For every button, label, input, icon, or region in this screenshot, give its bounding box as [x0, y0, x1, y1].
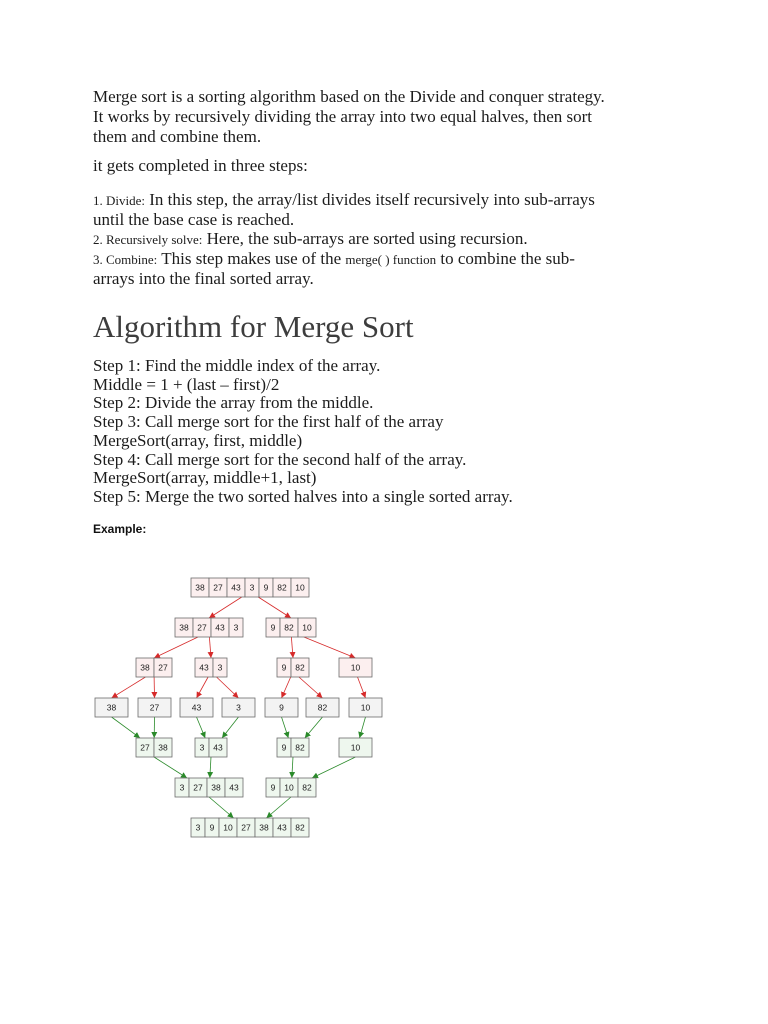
- algorithm-line: Step 4: Call merge sort for the second half of the array.: [93, 449, 467, 469]
- array-box: [339, 658, 372, 677]
- step-label: 2. Recursively solve:: [93, 232, 203, 247]
- algorithm-line: MergeSort(array, middle+1, last): [93, 468, 317, 488]
- array-box: [175, 618, 243, 637]
- steps-intro: it gets completed in three steps:: [93, 156, 308, 175]
- merge-arrow: [209, 797, 234, 818]
- array-box: [191, 578, 309, 597]
- array-box: [136, 658, 172, 677]
- cell-value: 43: [199, 662, 209, 673]
- intro-line: It works by recursively dividing the array into two equal halves, then sort: [93, 107, 593, 126]
- step-line: [93, 190, 595, 210]
- split-arrow: [112, 677, 146, 698]
- code-term: merge( ) function: [345, 252, 437, 267]
- cell-value: 27: [140, 742, 150, 753]
- cell-value: 43: [215, 622, 225, 633]
- example-label: Example:: [93, 522, 147, 536]
- cell-value: 9: [209, 822, 215, 833]
- step-item: [93, 190, 595, 229]
- array-box: [339, 738, 372, 757]
- step-item: [93, 229, 595, 249]
- merge-arrow: [360, 717, 366, 738]
- cell-value: 3: [233, 622, 239, 633]
- cell-value: 27: [149, 702, 160, 713]
- cell-value: 10: [295, 582, 305, 593]
- step-label: 1. Divide:: [93, 193, 145, 208]
- array-box: [195, 658, 227, 677]
- cell-value: 3: [217, 662, 223, 673]
- cell-value: 82: [317, 702, 328, 713]
- step-text: Here, the sub-arrays are sorted using recursion.: [206, 229, 528, 248]
- cell-value: 9: [270, 782, 276, 793]
- split-arrow: [197, 677, 209, 698]
- cell-value: 10: [284, 782, 294, 793]
- array-box: [277, 738, 309, 757]
- array-box: [191, 818, 309, 837]
- array-box: [266, 618, 316, 637]
- cell-value: 9: [270, 622, 276, 633]
- cell-value: 27: [193, 782, 203, 793]
- cell-value: 43: [191, 702, 202, 713]
- step-line: [93, 229, 595, 249]
- array-box: [222, 698, 255, 717]
- step-continuation: arrays into the final sorted array.: [93, 269, 314, 288]
- algorithm-steps: [93, 357, 513, 507]
- merge-arrow: [292, 757, 293, 778]
- algorithm-line: Step 3: Call merge sort for the first half of the array: [93, 412, 444, 432]
- split-arrow: [282, 677, 291, 698]
- step-continuation: until the base case is reached.: [93, 210, 295, 229]
- cell-value: 9: [279, 702, 284, 713]
- merge-arrow: [305, 717, 323, 738]
- cell-value: 82: [295, 742, 305, 753]
- cell-value: 38: [195, 582, 205, 593]
- cell-value: 38: [140, 662, 150, 673]
- cell-value: 3: [249, 582, 255, 593]
- step-text: This step makes use of the: [161, 249, 342, 268]
- step-item: [93, 249, 595, 288]
- merge-arrow: [222, 717, 239, 738]
- algorithm-line: Step 2: Divide the array from the middle.: [93, 393, 374, 413]
- split-arrow: [291, 637, 293, 658]
- cell-value: 43: [229, 782, 239, 793]
- step-label: 3. Combine:: [93, 252, 158, 267]
- array-box: [136, 738, 172, 757]
- step-text: In this step, the array/list divides itself recursively into sub-arrays: [149, 190, 595, 209]
- section-heading: Algorithm for Merge Sort: [93, 309, 414, 344]
- array-box: [265, 698, 298, 717]
- cell-value: 82: [295, 662, 305, 673]
- cell-value: 43: [213, 742, 223, 753]
- cell-value: 3: [195, 822, 201, 833]
- cell-value: 9: [281, 742, 287, 753]
- merge-arrow: [266, 797, 291, 818]
- algorithm-line: Step 5: Merge the two sorted halves into a single sorted array.: [93, 486, 513, 506]
- cell-value: 9: [281, 662, 287, 673]
- split-arrow: [258, 597, 291, 618]
- cell-value: 38: [259, 822, 269, 833]
- cell-value: 27: [158, 662, 168, 673]
- cell-value: 10: [350, 662, 361, 673]
- array-box: [195, 738, 227, 757]
- array-box: [306, 698, 339, 717]
- cell-value: 10: [223, 822, 233, 833]
- split-arrow: [154, 637, 198, 658]
- cell-value: 38: [158, 742, 168, 753]
- merge-arrow: [154, 757, 187, 778]
- array-box: [175, 778, 243, 797]
- split-arrow: [304, 637, 356, 658]
- array-box: [95, 698, 128, 717]
- intro-line: them and combine them.: [93, 127, 262, 146]
- step-line: [93, 249, 595, 269]
- cell-value: 27: [197, 622, 207, 633]
- cell-value: 3: [199, 742, 205, 753]
- steps-list: [93, 190, 595, 288]
- cell-value: 82: [295, 822, 305, 833]
- algorithm-line: Middle = 1 + (last – first)/2: [93, 374, 280, 394]
- algorithm-line: MergeSort(array, first, middle): [93, 430, 303, 450]
- merge-arrow: [197, 717, 206, 738]
- merge-arrow: [112, 717, 141, 738]
- merge-sort-diagram: [0, 560, 420, 850]
- merge-arrow: [312, 757, 356, 778]
- intro-paragraph: [93, 87, 605, 147]
- split-arrow: [209, 637, 211, 658]
- cell-value: 43: [277, 822, 287, 833]
- split-arrow: [358, 677, 366, 698]
- array-box: [277, 658, 309, 677]
- split-arrow: [299, 677, 323, 698]
- array-box: [266, 778, 316, 797]
- cell-value: 38: [106, 702, 117, 713]
- array-box: [349, 698, 382, 717]
- cell-value: 38: [211, 782, 221, 793]
- split-arrow: [209, 597, 242, 618]
- cell-value: 10: [360, 702, 371, 713]
- array-box: [180, 698, 213, 717]
- cell-value: 3: [236, 702, 241, 713]
- array-box: [138, 698, 171, 717]
- cell-value: 82: [277, 582, 287, 593]
- step-text: to combine the sub-: [440, 249, 575, 268]
- merge-arrow: [210, 757, 211, 778]
- split-arrow: [217, 677, 239, 698]
- cell-value: 27: [213, 582, 223, 593]
- cell-value: 27: [241, 822, 251, 833]
- cell-value: 10: [350, 742, 361, 753]
- cell-value: 38: [179, 622, 189, 633]
- algorithm-line: Step 1: Find the middle index of the array.: [93, 356, 381, 375]
- cell-value: 43: [231, 582, 241, 593]
- cell-value: 82: [302, 782, 312, 793]
- merge-arrow: [282, 717, 289, 738]
- cell-value: 9: [263, 582, 269, 593]
- intro-line: Merge sort is a sorting algorithm based on the Divide and conquer strategy.: [93, 87, 605, 106]
- cell-value: 82: [284, 622, 294, 633]
- cell-value: 10: [302, 622, 312, 633]
- cell-value: 3: [179, 782, 185, 793]
